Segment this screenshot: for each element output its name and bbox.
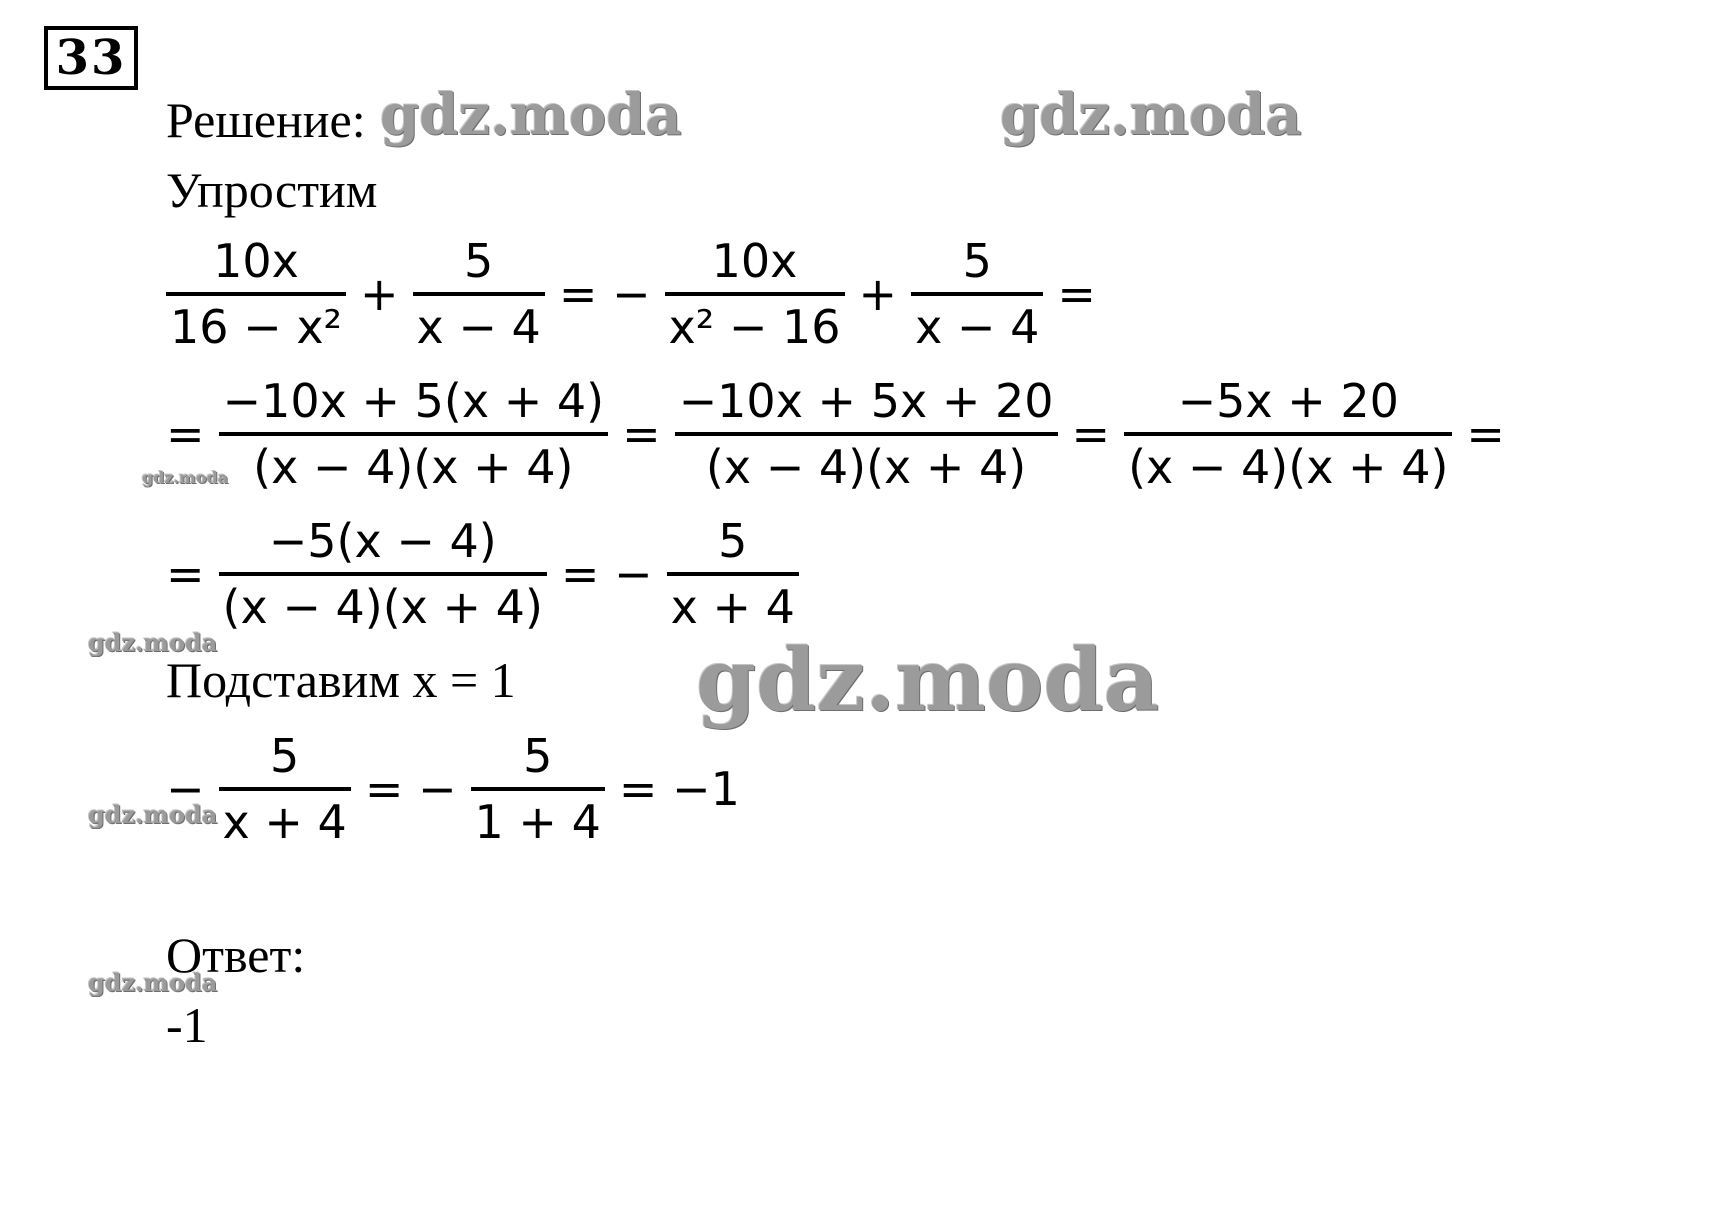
fraction <box>665 230 845 358</box>
watermark: gdz.moda <box>1000 82 1302 148</box>
denominator: (x − 4)(x + 4) <box>222 580 543 634</box>
numerator: −5x + 20 <box>1177 374 1399 428</box>
numerator: 5 <box>523 729 553 783</box>
denominator: 1 + 4 <box>474 795 601 849</box>
operator: − <box>166 762 205 816</box>
equation-line-1 <box>166 230 1110 358</box>
fraction <box>219 370 609 498</box>
numerator: 10x <box>213 234 299 288</box>
operator: = <box>622 407 661 461</box>
numerator: 10x <box>711 234 798 288</box>
operator: = − <box>560 547 653 601</box>
denominator: (x − 4)(x + 4) <box>705 440 1027 494</box>
fraction <box>667 510 799 638</box>
fraction <box>219 510 547 638</box>
watermark: gdz.moda <box>88 968 218 997</box>
equation-line-3 <box>166 510 799 638</box>
numerator: −10x + 5(x + 4) <box>222 374 605 428</box>
equation-line-4 <box>166 725 754 853</box>
denominator: x − 4 <box>416 300 541 354</box>
operator: = − <box>558 267 651 321</box>
denominator: (x − 4)(x + 4) <box>253 440 574 494</box>
watermark: gdz.moda <box>88 800 218 829</box>
operator: = <box>166 407 205 461</box>
denominator: 16 − x² <box>170 300 342 354</box>
watermark: gdz.moda <box>142 468 229 487</box>
operator: = − <box>364 762 457 816</box>
result-text: = −1 <box>618 762 740 816</box>
watermark: gdz.moda <box>696 630 1160 731</box>
operator: = <box>1466 407 1505 461</box>
numerator: 5 <box>270 729 300 783</box>
fraction <box>413 230 545 358</box>
numerator: 5 <box>464 234 494 288</box>
denominator: (x − 4)(x + 4) <box>1128 440 1449 494</box>
step-substitute-label: Подставим x = 1 <box>166 652 516 708</box>
fraction <box>1124 370 1452 498</box>
operator: + <box>858 267 898 321</box>
watermark: gdz.moda <box>380 82 682 148</box>
numerator: −5(x − 4) <box>268 514 497 568</box>
denominator: x + 4 <box>670 580 795 634</box>
numerator: 5 <box>718 514 748 568</box>
fraction <box>219 725 351 853</box>
denominator: x + 4 <box>222 795 347 849</box>
denominator: x − 4 <box>915 300 1040 354</box>
solution-heading: Решение: <box>166 92 366 148</box>
equation-line-2 <box>166 370 1519 498</box>
operator: + <box>359 267 399 321</box>
fraction <box>471 725 605 853</box>
task-number-box: 33 <box>44 26 138 90</box>
answer-label: Ответ: <box>166 927 306 983</box>
operator: = <box>166 547 205 601</box>
numerator: −10x + 5x + 20 <box>678 374 1054 428</box>
operator: = <box>1071 407 1111 461</box>
watermark: gdz.moda <box>88 628 218 657</box>
operator: = <box>1057 267 1096 321</box>
fraction <box>166 230 346 358</box>
fraction <box>675 370 1058 498</box>
step-simplify-label: Упростим <box>166 162 378 218</box>
numerator: 5 <box>962 234 992 288</box>
fraction <box>911 230 1043 358</box>
denominator: x² − 16 <box>668 300 841 354</box>
answer-value: -1 <box>166 997 208 1053</box>
